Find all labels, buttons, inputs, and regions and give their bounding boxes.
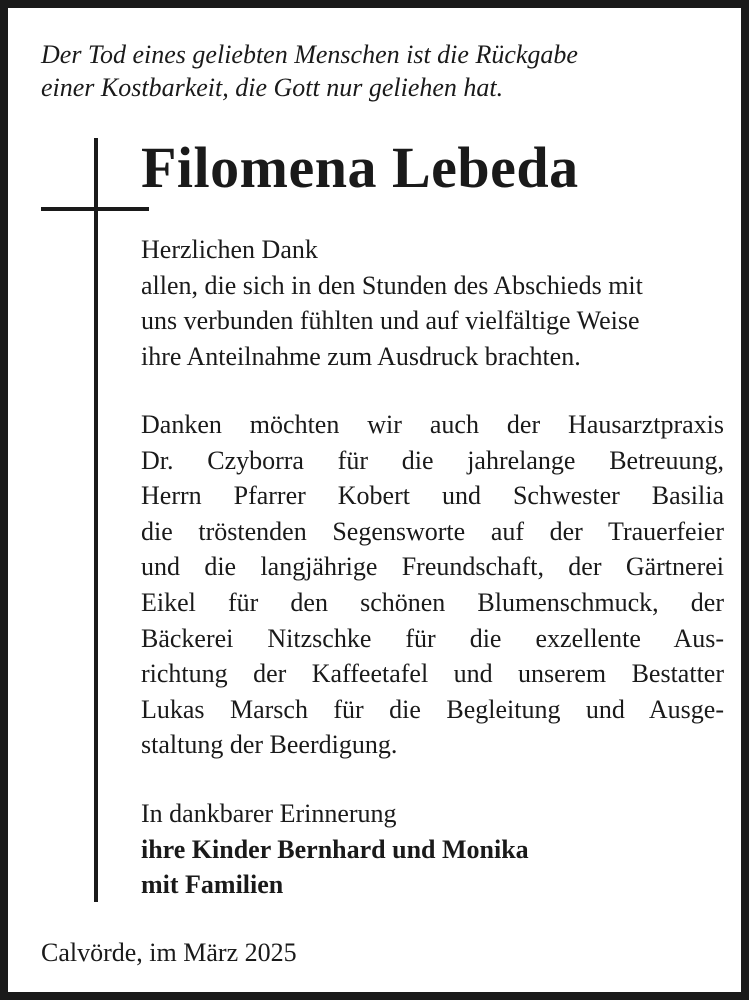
thanks-line: ihre Anteilnahme zum Ausdruck brachten. [141, 341, 581, 371]
place-date: Calvörde, im März 2025 [41, 938, 297, 967]
thanks-paragraph [141, 232, 724, 374]
signatories: ihre Kinder Bernhard und Monika [141, 834, 529, 864]
ack-line: Herrn Pfarrer Kobert und Schwester Basilia [141, 481, 724, 511]
ack-line: Lukas Marsch für die Begleitung und Ausge- [141, 694, 724, 724]
deceased-name: Filomena Lebeda [141, 135, 579, 200]
ack-line: und die langjährige Freundschaft, der Gärtnerei [141, 552, 724, 582]
cross-icon-vertical [94, 138, 98, 902]
thanks-line: uns verbunden fühlten und auf vielfältige Weise [141, 306, 640, 336]
closing-phrase: In dankbarer Erinnerung [141, 799, 397, 828]
ack-line: Dr. Czyborra für die jahrelange Betreuung, [141, 445, 724, 475]
closing-block [141, 796, 529, 903]
motto-quote [41, 38, 731, 104]
thanks-greeting: Herzlichen Dank [141, 235, 318, 264]
ack-line: Danken möchten wir auch der Hausarztpraxis [141, 410, 724, 439]
cross-icon-horizontal [41, 207, 149, 211]
ack-line: staltung der Beerdigung. [141, 730, 398, 760]
ack-line: Bäckerei Nitzschke für die exzellente Aus- [141, 623, 724, 653]
ack-line: die tröstenden Segensworte auf der Trauerfeier [141, 516, 724, 546]
acknowledgements-paragraph [141, 407, 724, 763]
signatories-families: mit Familien [141, 870, 284, 900]
thanks-line: allen, die sich in den Stunden des Abschieds mit [141, 270, 643, 300]
motto-line: einer Kostbarkeit, die Gott nur geliehen hat. [41, 73, 504, 102]
ack-line: richtung der Kaffeetafel und unserem Bestatter [141, 659, 724, 689]
motto-line: Der Tod eines geliebten Menschen ist die Rückgabe [41, 40, 578, 69]
ack-line: Eikel für den schönen Blumenschmuck, der [141, 587, 724, 617]
